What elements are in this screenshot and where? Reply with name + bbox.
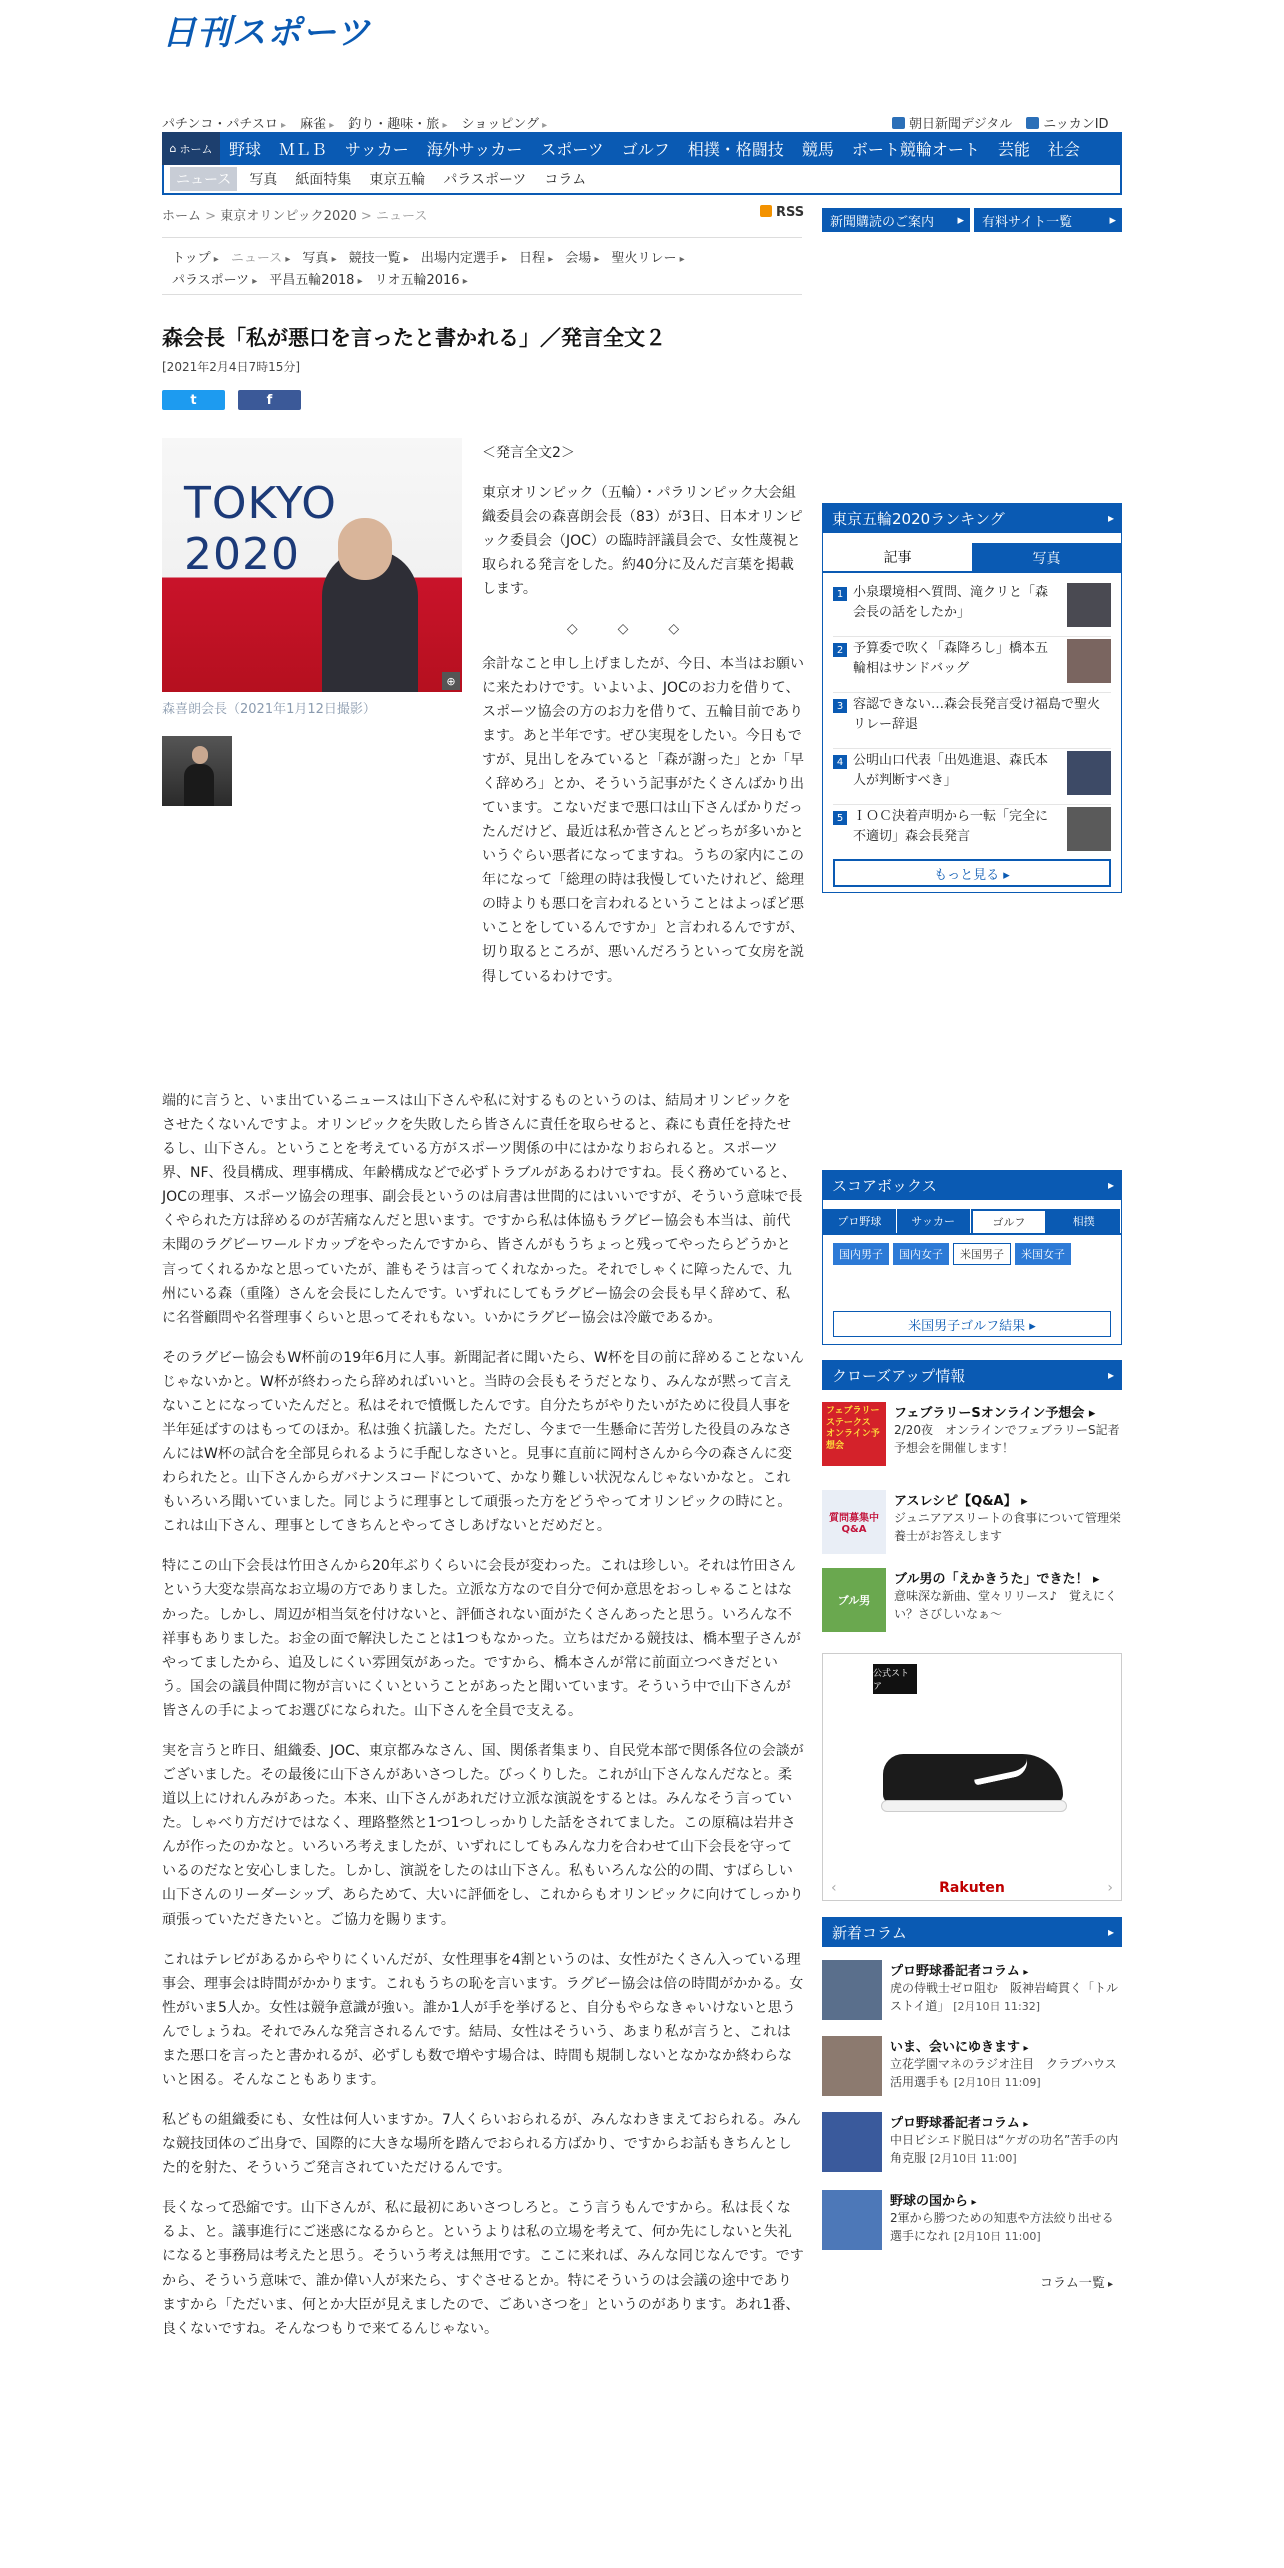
main-nav: [162, 132, 1122, 165]
util-link-shopping[interactable]: ショッピング ▸: [461, 113, 547, 132]
ranking-more-button[interactable]: もっと見る ▸: [833, 859, 1111, 887]
golf-domestic-women[interactable]: 国内女子: [893, 1243, 949, 1265]
breadcrumb-current: ニュース: [375, 209, 428, 224]
closeup-item[interactable]: ブル男 ブル男の「えかきうた」できた！ ▸ 意味深な新曲、堂々リリース♪ 覚えにくい？さびしいなぁ～: [822, 1568, 1122, 1636]
zoom-icon[interactable]: ⊕: [442, 672, 460, 690]
column-thumbnail: [822, 1960, 882, 2020]
scorebox-header: スコアボックス ▸: [822, 1170, 1122, 1200]
asahi-digital-link[interactable]: 朝日新聞デジタル: [892, 113, 1012, 132]
ad-prev-icon[interactable]: ‹: [831, 1880, 837, 1896]
article-intro: [482, 441, 804, 1005]
sect-venue[interactable]: 会場 ▸: [565, 247, 599, 266]
breadcrumb-section[interactable]: 東京オリンピック2020: [220, 209, 357, 224]
util-link-fishing[interactable]: 釣り・趣味・旅 ▸: [348, 113, 447, 132]
sect-events[interactable]: 競技一覧 ▸: [349, 247, 409, 266]
ad-next-icon[interactable]: ›: [1107, 1880, 1113, 1896]
facebook-icon: f: [266, 392, 273, 408]
subnav-photo[interactable]: 写真: [249, 172, 278, 188]
tab-photos[interactable]: 写真: [972, 543, 1121, 573]
rss-icon: [760, 205, 772, 217]
article-paragraph: 余計なこと申し上げましたが、今日、本当はお願いに来たわけです。いよいよ、JOCのお力を借りて、スポーツ協会の方のお力を借りて、五輪目前であります。あと半年です。ぜひ実現をしたい。今日もですが、見出しをみていると「森が謝った」とか「早く辞めろ」とか、そういう記事がたくさんばかり出ています。こないだまで悪口は山下さんばかりだったんだけど、最近は私か菅さんとどっちが多いかというぐらい悪者になってますね。うちの家内にこの年になって「総理の時は我慢していたけれど、総理の時よりも悪口を言われるということはよっぽど悪いことをしているんですか」と言われるんですが、切り取るところが、悪いんだろうといって女房を説得しているわけです。: [482, 655, 804, 985]
scorebox-panel: [822, 1183, 1122, 1345]
article-paragraph: 東京オリンピック（五輪）・パラリンピック大会組織委員会の森喜朗会長（83）が3日、日本オリンピック委員会（JOC）の臨時評議員会で、女性蔑視と取られる発言をした。約40分に及んだ言葉を掲載します。: [482, 485, 803, 598]
twitter-icon: t: [190, 392, 197, 408]
nav-soccer[interactable]: サッカー: [345, 140, 409, 159]
article-paragraph: 特にこの山下会長は竹田さんから20年ぶりくらいに会長が変わった。これは珍しい。それは竹田さんという大変な崇高なお立場の方でありました。立派な方なので自分で何か意思をおっしゃることはなかった。しかし、周辺が相当気を付けないと、評価されない面がたくさんあったと思う。いろんな不祥事もありました。お金の面で解決したことは1つもなかった。立ちはだかる競技は、橋本聖子さんがやってましたから、追及しにくい雰囲気があった。ですから、橋本さんが常に前面立つべきだという。国会の議員仲間に物が言いにくいということがあったと聞いています。そういう中で山下さんが皆さんの手によってお選びになられた。山下さんを全員で支える。: [162, 1558, 801, 1719]
sect-news[interactable]: ニュース ▸: [231, 247, 291, 266]
closeup-thumbnail: ブル男: [822, 1568, 886, 1632]
ranking-item[interactable]: 1 小泉環境相へ質問、滝クリと「森会長の話をしたか」: [833, 583, 1111, 637]
closeup-item[interactable]: 質問募集中 Q&A アスレシピ【Q&A】 ▸ ジュニアアスリートの食事について管理栄養士がお答えします: [822, 1490, 1122, 1558]
sect-pyeongchang[interactable]: 平昌五輪2018 ▸: [269, 269, 362, 288]
article-paragraph: 長くなって恐縮です。山下さんが、私に最初にあいさつしろと。こう言うもんですから。私は長くなるよ、と。議事進行にご迷惑になるからと。というよりは私の立場を考えて、何か先にしないと失礼になると事務局は考えたと思う。そういう考えは無用です。ここに来れば、みんな同じなんです。ですから、そういう意味で、誰か偉い人が来たら、すぐさせるとか。特にそういうのは会議の途中でありますから「ただいま、何とか大臣が見えましたので、ごあいさつを」というのがあります。あれ1番、良くないですね。そんなつもりで来てるんじゃない。: [162, 2200, 804, 2337]
article-paragraph: 実を言うと昨日、組織委、JOC、東京都みなさん、国、関係者集まり、自民党本部で関係各位の会談がございました。その最後に山下さんがあいさつした。びっくりした。これが山下さんなんだなと。柔道以上にけれんみがあった。本来、山下さんがあれだけ立派な演説をするとは。みんなそう言っていた。しゃべり方だけではなく、理路整然と1つ1つしっかりした話をされてました。この原稿は岩井さんが作ったのかなと。いろいろ考えましたが、いずれにしてもみんな力を合わせて山下会長を守っているのだなと安心しました。しかし、演説をしたのは山下さん。私もいろんな公的の間、すばらしい山下さんのリーダーシップ、あらためて、大いに評価をし、これからもオリンピックに向けてしっかり頑張っていただきたいと。ご協力を賜ります。: [162, 1742, 804, 1928]
id-icon: [1026, 117, 1039, 129]
rss-link[interactable]: RSS: [760, 205, 804, 220]
tab-articles[interactable]: 記事: [823, 543, 972, 573]
score-tab-sumo[interactable]: 相撲: [1047, 1209, 1121, 1233]
article-paragraph: これはテレビがあるからやりにくいんだが、女性理事を4割というのは、女性がたくさん入っている理事会、理事会は時間がかかります。これもうちの恥を言います。ラグビー協会は倍の時間がかかる。女性がいま5人か。女性は競争意識が強い。誰か1人が手を挙げると、自分もやらなきゃいけないと思うんでしょうね。それでみんな発言されるんです。結局、女性はそういう、あまり私が言うと、これはまた悪口を言ったと書かれるが、必ずしも数で増やす場合は、時間も規制しないとなかなか終わらないと困る。そんなこともあります。: [162, 1951, 804, 2088]
article-paragraph: 私どもの組織委にも、女性は何人いますか。7人くらいおられるが、みんなわきまえておられる。みんな競技団体のご出身で、国際的に大きな場所を踏んでおられる方ばかり、ですからお話もきちんとした的を射た、そういうご発言されていただけるんです。: [162, 2112, 801, 2177]
sect-athletes[interactable]: 出場内定選手 ▸: [421, 247, 507, 266]
subnav-news[interactable]: ニュース: [170, 167, 237, 191]
new-columns-header: 新着コラム ▸: [822, 1917, 1122, 1947]
closeup-item[interactable]: フェブラリーステークス オンライン予想会 フェブラリーSオンライン予想会 ▸ 2/20夜 オンラインでフェブラリーS記者予想会を開催します！: [822, 1402, 1122, 1470]
nav-horse-racing[interactable]: 競馬: [801, 140, 834, 159]
twitter-share-button[interactable]: [162, 390, 225, 410]
article-paragraph: 端的に言うと、いま出ているニュースは山下さんや私に対するものというのは、結局オリンピックをさせたくないんですよ。オリンピックを失敗したら皆さんに責任を取らせると、森にも責任を持たせるし、山下さん。ということを考えている方がスポーツ関係の中にはかなりおられると。スポーツ界、NF、役員構成、理事構成、年齢構成などで必ずトラブルがあるわけですね。長く務めていると、JOCの理事、スポーツ協会の理事、副会長というのは肩書は世間的にはいいですが、そういう意味で長くやられた方は辞めるのが苦痛なんだと思います。ですから私は体協もラグビー協会も本当は、前代未聞のラグビーワールドカップをやったんですから、皆さんがもうちょっと残ってやったらどうかと言ってくれるかなと思っていたが、誰もそうは言ってくれなかった。それでしゃくに障ったんで、九州にいる森（重隆）さんを会長にしたんです。いずれにしてもラグビー協会の会長も早く辞めて、私に名誉顧問や名誉理事くらいと思ってそれもない。いかにラグビー協会は冷厳であるか。: [162, 1093, 803, 1326]
column-item[interactable]: プロ野球番記者コラム ▸ 中日ビシエド脱日は“ケガの功名”苦手の内角克服 [2月10日 11:00]: [822, 2112, 1122, 2176]
ranking-item[interactable]: 4 公明山口代表「出処進退、森氏本人が判断すべき」: [833, 751, 1111, 805]
ranking-item[interactable]: 5 ＩＯＣ決着声明から一転「完全に不適切」森会長発言: [833, 807, 1111, 861]
photo-caption: 森喜朗会長（2021年1月12日撮影）: [162, 702, 376, 717]
breadcrumb-home[interactable]: ホーム: [162, 209, 202, 224]
nike-logo: 公式ストア: [873, 1664, 917, 1694]
closeup-thumbnail: 質問募集中 Q&A: [822, 1490, 886, 1554]
utility-links: [162, 113, 547, 132]
util-link-mahjong[interactable]: 麻雀 ▸: [300, 113, 334, 132]
ranking-panel: [822, 533, 1122, 893]
column-item[interactable]: いま、会いにゆきます ▸ 立花学園マネのラジオ注目 クラブハウス活用選手も [2月10日 11:09]: [822, 2036, 1122, 2100]
logo-text: 日刊スポーツ: [162, 12, 371, 53]
article-date: [2021年2月4日7時15分]: [162, 360, 301, 374]
sect-torch[interactable]: 聖火リレー ▸: [611, 247, 684, 266]
ranking-item[interactable]: 2 予算委で吹く「森降ろし」橋本五輪相はサンドバッグ: [833, 639, 1111, 693]
sect-schedule[interactable]: 日程 ▸: [519, 247, 553, 266]
section-divider: ◇◇◇: [566, 621, 720, 638]
score-tab-golf[interactable]: ゴルフ: [971, 1209, 1048, 1233]
nav-entertainment[interactable]: 芸能: [997, 140, 1030, 159]
sect-top[interactable]: トップ ▸: [172, 247, 219, 266]
ranking-thumbnail: [1067, 583, 1111, 627]
article-paragraph: ＜発言全文2＞: [482, 445, 575, 461]
site-logo[interactable]: [162, 8, 371, 53]
ranking-thumbnail: [1067, 807, 1111, 851]
column-thumbnail: [822, 2190, 882, 2250]
chevron-right-icon: ▸: [957, 212, 964, 228]
subnav-column[interactable]: コラム: [544, 172, 587, 188]
nav-boat[interactable]: ボート競輪オート: [851, 140, 980, 159]
article-title: 森会長「私が悪口を言ったと書かれる」／発言全文２: [162, 326, 666, 350]
nikkan-id-link[interactable]: ニッカンID: [1026, 113, 1108, 132]
golf-results-button[interactable]: 米国男子ゴルフ結果 ▸: [833, 1311, 1111, 1337]
rakuten-logo: Rakuten: [939, 1880, 1005, 1896]
nav-mlb[interactable]: ＭＬＢ: [279, 140, 328, 159]
nav-sumo[interactable]: 相撲・格闘技: [687, 140, 784, 159]
golf-us-women[interactable]: 米国女子: [1015, 1243, 1071, 1265]
sect-parasports[interactable]: パラスポーツ ▸: [172, 269, 257, 288]
golf-us-men[interactable]: 米国男子: [953, 1243, 1011, 1265]
nav-baseball[interactable]: 野球: [229, 140, 262, 159]
asahi-icon: [892, 117, 905, 129]
subnav-tokyo2020[interactable]: 東京五輪: [369, 172, 426, 188]
photo-backdrop-text: TOKYO 2020: [184, 478, 337, 580]
nav-world-soccer[interactable]: 海外サッカー: [426, 140, 523, 159]
column-thumbnail: [822, 2112, 882, 2172]
ad-banner[interactable]: [822, 1653, 1122, 1901]
nav-golf[interactable]: ゴルフ: [621, 140, 670, 159]
subscription-button[interactable]: 新聞購読のご案内 ▸: [822, 208, 970, 232]
util-link-pachinko[interactable]: パチンコ・パチスロ ▸: [162, 113, 286, 132]
closeup-thumbnail: フェブラリーステークス オンライン予想会: [822, 1402, 886, 1466]
nav-sports[interactable]: スポーツ: [540, 140, 604, 159]
chevron-right-icon: ▸: [1109, 212, 1116, 228]
partner-links: [892, 113, 1109, 132]
ranking-item[interactable]: 3 容認できない…森会長発言受け福島で聖火リレー辞退: [833, 695, 1111, 749]
score-tab-soccer[interactable]: サッカー: [897, 1209, 971, 1233]
section-nav: [162, 237, 802, 295]
facebook-share-button[interactable]: [238, 390, 301, 410]
photo-subject-head: [338, 518, 392, 580]
home-icon: ⌂: [169, 142, 177, 155]
column-item[interactable]: プロ野球番記者コラム ▸ 虎の侍戦士ゼロ阻む 阪神岩崎貫く「トルストイ道」 [2月10日 11:32]: [822, 1960, 1122, 2024]
sub-nav: [162, 165, 1122, 195]
photo-thumbnail[interactable]: [162, 736, 232, 806]
column-list-link[interactable]: コラム一覧 ▸: [1040, 2272, 1113, 2291]
subnav-feature[interactable]: 紙面特集: [295, 172, 352, 188]
nav-society[interactable]: 社会: [1047, 140, 1080, 159]
nav-home[interactable]: ⌂ ホーム: [162, 132, 220, 165]
score-tab-baseball[interactable]: プロ野球: [823, 1209, 897, 1233]
breadcrumb: ホーム > 東京オリンピック2020 > ニュース: [162, 209, 428, 224]
golf-domestic-men[interactable]: 国内男子: [833, 1243, 889, 1265]
article-body: [162, 1089, 804, 2357]
sect-photo[interactable]: 写真 ▸: [302, 247, 336, 266]
paid-sites-button[interactable]: 有料サイト一覧 ▸: [974, 208, 1122, 232]
article-photo[interactable]: [162, 438, 462, 692]
column-item[interactable]: 野球の国から ▸ 2軍から勝つための知恵や方法絞り出せる選手になれ [2月10日 11:00]: [822, 2190, 1122, 2254]
ranking-thumbnail: [1067, 639, 1111, 683]
ranking-thumbnail: [1067, 751, 1111, 795]
article-paragraph: そのラグビー協会もW杯前の19年6月に人事。新聞記者に聞いたら、W杯を目の前に辞めることないんじゃないかと。W杯が終わったら辞めればいいと。当時の会長もそうだとなり、みんなが黙って言えないことになっていたんだと。私はそれで憤慨したんです。自分たちがやりたいがために役員人事を半年延ばすのはもってのほか。私は強く抗議した。ただし、今まで一生懸命に苦労した役員のみなさんにはW杯の試合を全部見られるように手配しなさいと。見事に直前に岡村さんから今の森さんに変わられたと。山下さんからガバナンスコードについて、かなり難しい状況なんじゃないかなと。これもいろいろ聞いていました。同じように理事として頑張った方をどうやってオリンピックの時にと。これは山下さん、理事としてきちんとやってさしあげないとだめだと。: [162, 1349, 804, 1535]
sect-rio[interactable]: リオ五輪2016 ▸: [375, 269, 468, 288]
closeup-header: クローズアップ情報 ▸: [822, 1360, 1122, 1390]
ranking-header[interactable]: 東京五輪2020ランキング ▸: [822, 503, 1122, 533]
subnav-parasports[interactable]: パラスポーツ: [443, 172, 527, 188]
column-thumbnail: [822, 2036, 882, 2096]
